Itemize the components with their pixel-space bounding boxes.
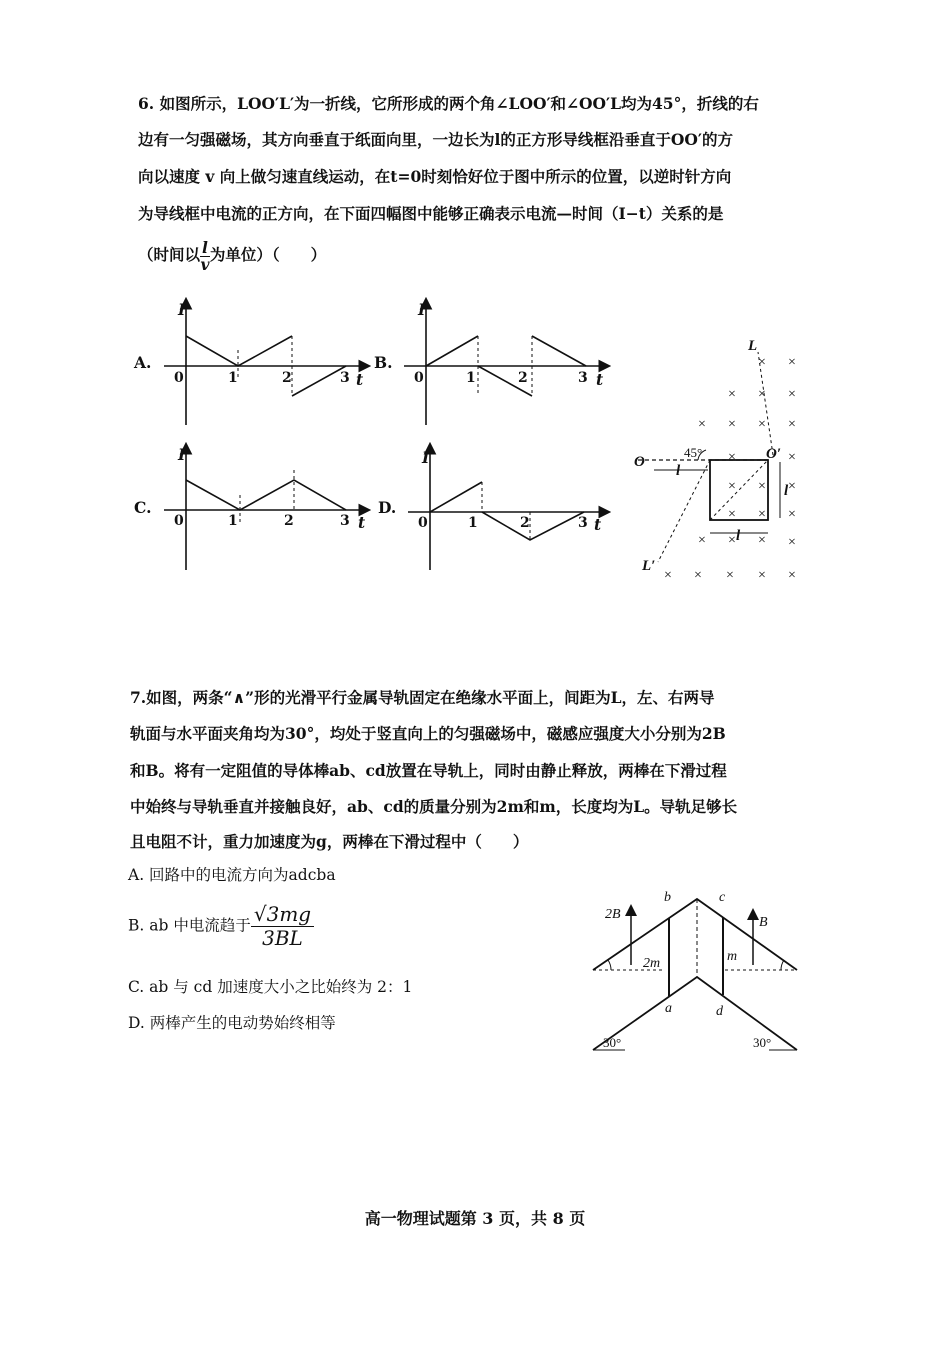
- page-footer: 高一物理试题第 3 页，共 8 页: [364, 1209, 586, 1228]
- q6-unit-num: l: [202, 238, 208, 257]
- graph-c-tick-2: 2: [284, 513, 294, 529]
- fig-label-2m: 2m: [643, 956, 661, 971]
- cross: ×: [788, 568, 796, 583]
- fig-label-m: m: [727, 949, 738, 964]
- graph-d-origin: 0: [418, 515, 428, 531]
- fig-label-c: c: [719, 890, 726, 905]
- graph-b-tick-1: 1: [466, 370, 476, 386]
- cross: ×: [758, 533, 766, 548]
- fig-label-O: O: [634, 454, 645, 470]
- graph-a-tick-3: 3: [340, 370, 350, 386]
- graph-d-tick-3: 3: [578, 515, 588, 531]
- fig-side-l-bottom: l: [736, 528, 741, 544]
- fig-label-L: L: [748, 338, 758, 354]
- cross: ×: [788, 417, 796, 432]
- cross: ×: [758, 355, 766, 370]
- option-a-label: A.: [134, 353, 152, 372]
- cross: ×: [728, 387, 736, 402]
- cross: ×: [728, 450, 736, 465]
- graph-b-tick-3: 3: [578, 370, 588, 386]
- fig-label-b: b: [664, 890, 671, 905]
- fig-label-B: B: [759, 915, 768, 930]
- cross: ×: [788, 387, 796, 402]
- q6-unit-den: v: [200, 254, 210, 274]
- graph-b-i-label: I: [418, 300, 426, 319]
- graph-c-t-label: t: [358, 513, 366, 532]
- q7-option-c: C. ab 与 cd 加速度大小之比始终为 2：1: [128, 978, 413, 996]
- graph-b-t-label: t: [596, 370, 604, 389]
- graph-d-t-label: t: [594, 515, 602, 534]
- cross: ×: [788, 507, 796, 522]
- q7-line-2: 轨面与水平面夹角均为30°，均处于竖直向上的匀强磁场中，磁感应强度大小分别为2B: [130, 724, 726, 743]
- q7-option-a: A. 回路中的电流方向为adcba: [128, 866, 336, 884]
- fig-angle-label: 45°: [684, 445, 703, 460]
- q7-line-4: 中始终与导轨垂直并接触良好，ab、cd的质量分别为2m和m，长度均为L。导轨足够长: [130, 797, 738, 816]
- q7-option-d: D. 两棒产生的电动势始终相等: [128, 1014, 336, 1032]
- q7-line-5: 且电阻不计，重力加速度为g，两棒在下滑过程中（ ）: [130, 832, 529, 851]
- graph-c-tick-3: 3: [340, 513, 350, 529]
- cross: ×: [694, 568, 702, 583]
- cross: ×: [788, 450, 796, 465]
- cross: ×: [788, 479, 796, 494]
- cross: ×: [728, 533, 736, 548]
- graph-b-tick-2: 2: [518, 370, 528, 386]
- fig-angle-left: 30°: [603, 1035, 622, 1050]
- cross: ×: [758, 507, 766, 522]
- graph-c-origin: 0: [174, 513, 184, 529]
- option-b-label: B.: [374, 353, 393, 372]
- fig-label-L-prime: L′: [642, 558, 656, 574]
- q6-line-2: 边有一匀强磁场，其方向垂直于纸面向里，一边长为l的正方形导线框沿垂直于OO′的方: [138, 130, 733, 149]
- fig-angle-right: 30°: [753, 1035, 772, 1050]
- graph-a-t-label: t: [356, 370, 364, 389]
- fig-side-l-left: l: [676, 463, 681, 479]
- cross: ×: [758, 387, 766, 402]
- graph-b-origin: 0: [414, 370, 424, 386]
- option-c-label: C.: [134, 498, 152, 517]
- fig-label-O-prime: O′: [766, 446, 782, 462]
- q7-option-b-den: 3BL: [262, 926, 303, 950]
- q7-line-1: 7.如图，两条“∧”形的光滑平行金属导轨固定在绝缘水平面上，间距为L，左、右两导: [130, 688, 715, 707]
- graph-d-i-label: I: [422, 448, 430, 467]
- cross: ×: [728, 507, 736, 522]
- graph-c: [164, 445, 368, 570]
- fig-label-2B: 2B: [605, 907, 621, 922]
- graph-a-tick-2: 2: [282, 370, 292, 386]
- q6-unit-prefix: （时间以: [138, 245, 201, 264]
- cross: ×: [758, 479, 766, 494]
- graph-d-tick-2: 2: [520, 515, 530, 531]
- cross: ×: [698, 533, 706, 548]
- cross: ×: [726, 568, 734, 583]
- graph-b: [404, 300, 608, 425]
- graph-d-tick-1: 1: [468, 515, 478, 531]
- graph-c-tick-1: 1: [228, 513, 238, 529]
- cross: ×: [728, 417, 736, 432]
- q6-field-figure: [628, 330, 818, 590]
- graph-c-i-label: I: [178, 445, 186, 464]
- graph-a: [164, 300, 368, 425]
- field-crosses: [664, 355, 796, 583]
- q6-unit-suffix: 为单位）（ ）: [209, 245, 327, 264]
- q7-option-b-fraction: [251, 903, 314, 950]
- cross: ×: [664, 568, 672, 583]
- cross: ×: [728, 479, 736, 494]
- cross: ×: [758, 568, 766, 583]
- fig-side-l-right: l: [784, 483, 789, 499]
- graph-d: [408, 445, 608, 570]
- cross: ×: [758, 417, 766, 432]
- fig-label-d: d: [716, 1004, 723, 1019]
- q7-option-b-num: √3mg: [251, 903, 314, 927]
- q6-line-1: 6. 如图所示，LOO′L′为一折线，它所形成的两个角∠LOO′和∠OO′L均为45°，折线的右: [138, 94, 759, 113]
- graph-a-origin: 0: [174, 370, 184, 386]
- q6-line-4: 为导线框中电流的正方向，在下面四幅图中能够正确表示电流—时间（I−t）关系的是: [138, 204, 724, 223]
- graph-a-i-label: I: [178, 300, 186, 319]
- q7-option-b-prefix: B. ab 中电流趋于: [128, 916, 251, 935]
- cross: ×: [698, 417, 706, 432]
- cross: ×: [788, 355, 796, 370]
- q6-line-3: 向以速度 v 向上做匀速直线运动，在t=0时刻恰好位于图中所示的位置，以逆时针方向: [138, 167, 732, 186]
- option-d-label: D.: [378, 498, 397, 517]
- fig-label-a: a: [665, 1001, 672, 1016]
- graph-a-tick-1: 1: [228, 370, 238, 386]
- q7-line-3: 和B。将有一定阻值的导体棒ab、cd放置在导轨上，同时由静止释放，两棒在下滑过程: [130, 761, 727, 780]
- q7-option-b: [128, 903, 314, 950]
- q7-rail-figure: [585, 885, 805, 1060]
- cross: ×: [788, 535, 796, 550]
